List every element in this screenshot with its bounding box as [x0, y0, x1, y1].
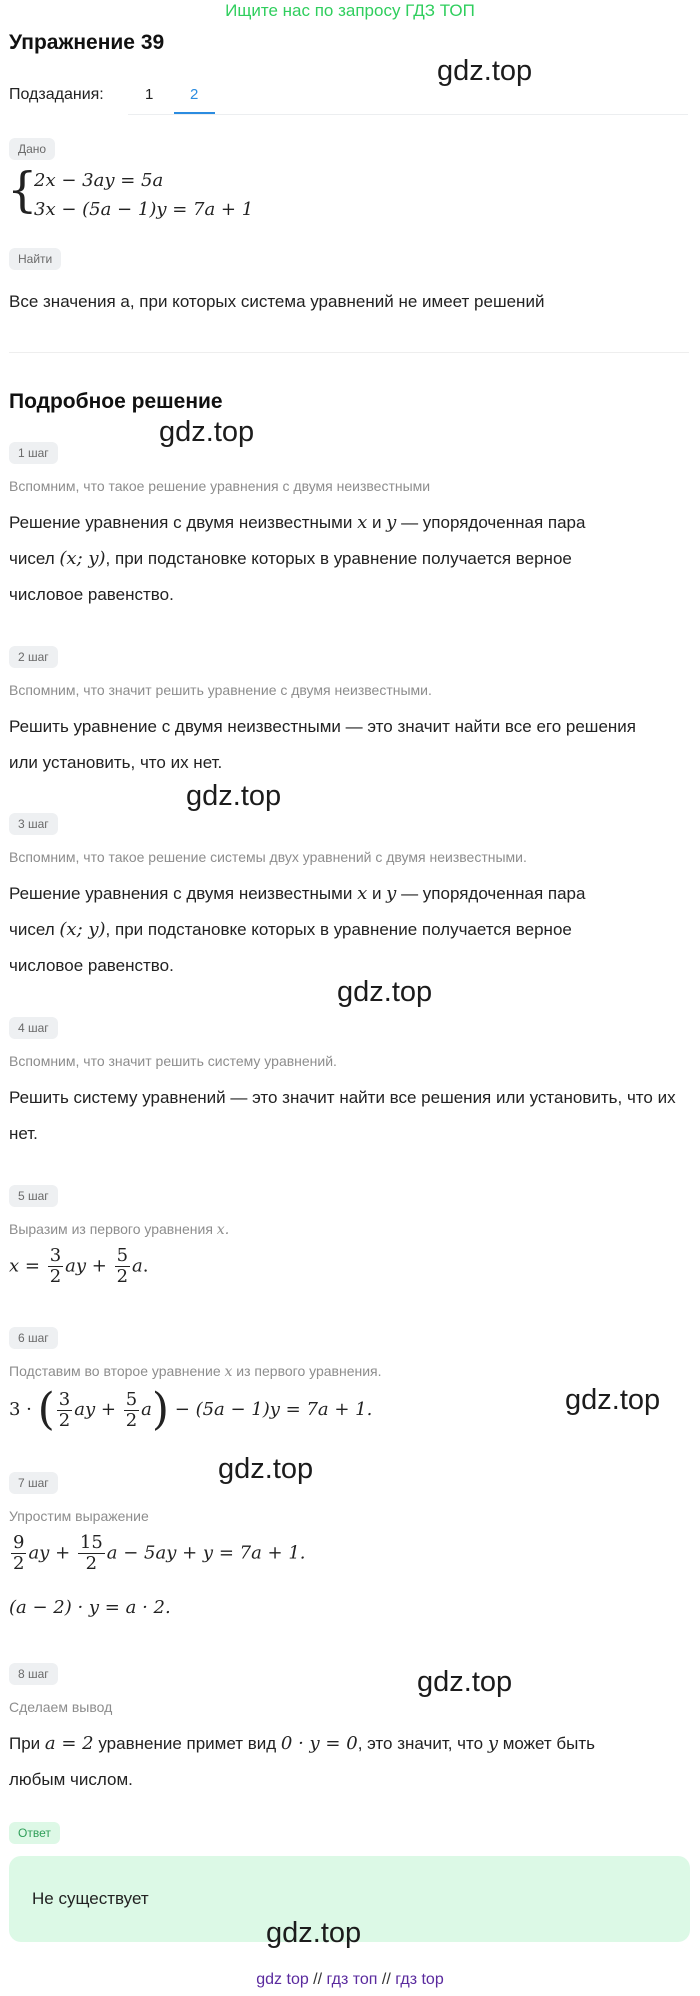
watermark: gdz.top — [437, 55, 533, 87]
given-equation-2: 3x − (5a − 1)y = 7a + 1 — [34, 199, 254, 220]
step-8-label: 8 шаг — [9, 1665, 58, 1683]
footer-links: gdz top // гдз топ // гдз top — [256, 1971, 444, 1988]
step-5-formula: x = $\frac{3}{2}$ ay + $\frac{5}{2}$ a. — [9, 1245, 149, 1287]
given-label: Дано — [9, 140, 55, 158]
step-8-hint: Сделаем вывод — [9, 1699, 113, 1715]
step-5-label: 5 шаг — [9, 1187, 58, 1205]
step-2-hint: Вспомним, что значит решить уравнение с двумя неизвестными. — [9, 682, 432, 698]
subtask-tab-1[interactable]: 1 — [145, 86, 154, 103]
system-brace-icon: { — [7, 162, 38, 218]
step-3-label: 3 шаг — [9, 815, 58, 833]
find-text: Все значения a, при которых система уравнений не имеет решений — [9, 292, 545, 311]
step-5-hint: Выразим из первого уравнения x. — [9, 1221, 230, 1238]
answer-label: Ответ — [9, 1824, 60, 1842]
watermark: gdz.top — [186, 780, 282, 812]
step-6-hint: Подставим во второе уравнение x из первого уравнения. — [9, 1363, 382, 1380]
subtask-tab-2[interactable]: 2 — [190, 86, 199, 103]
step-2-label: 2 шаг — [9, 648, 58, 666]
watermark: gdz.top — [337, 976, 433, 1008]
step-1-label: 1 шаг — [9, 444, 58, 462]
step-1-text: Решение уравнения с двумя неизвестными x и y — упорядоченная пара чисел (x; y), при подстановке которых в уравнение получается верное числовое равенство. — [9, 512, 586, 604]
step-7-formula-2: (a − 2) · y = a · 2. — [9, 1597, 171, 1618]
subtasks-label: Подзадания: — [9, 86, 104, 103]
find-label: Найти — [9, 250, 61, 268]
step-3-text: Решение уравнения с двумя неизвестными x и y — упорядоченная пара чисел (x; y), при подстановке которых в уравнение получается верное числовое равенство. — [9, 883, 586, 975]
step-4-label: 4 шаг — [9, 1019, 58, 1037]
solution-title: Подробное решение — [9, 390, 223, 413]
exercise-title: Упражнение 39 — [9, 31, 165, 54]
footer-link-gdz-top-mixed[interactable]: гдз top — [395, 1971, 444, 1988]
active-tab-indicator — [174, 112, 215, 114]
step-2-text: Решить уравнение с двумя неизвестными — это значит найти все его решения или установить, что их нет. — [9, 717, 636, 772]
step-3-hint: Вспомним, что такое решение системы двух уравнений с двумя неизвестными. — [9, 849, 527, 865]
watermark: gdz.top — [565, 1384, 661, 1416]
given-equation-1: 2x − 3ay = 5a — [34, 170, 164, 191]
watermark: gdz.top — [266, 1917, 362, 1949]
footer-link-gdz-top-ru[interactable]: гдз топ — [326, 1971, 378, 1988]
footer-link-gdz-top[interactable]: gdz top — [256, 1971, 309, 1988]
tabs-divider — [128, 114, 688, 115]
step-4-hint: Вспомним, что значит решить систему уравнений. — [9, 1053, 337, 1069]
step-1-hint: Вспомним, что такое решение уравнения с двумя неизвестными — [9, 478, 431, 494]
watermark: gdz.top — [159, 416, 255, 448]
answer-text: Не существует — [32, 1889, 149, 1908]
step-6-formula: 3 · ( $\frac{3}{2}$ ay + $\frac{5}{2}$ a) − (5a − 1)y = 7a + 1. — [9, 1384, 373, 1435]
step-7-formula-1: $\frac{9}{2}$ ay + $\frac{15}{2}$ a − 5ay + y = 7a + 1. — [13, 1532, 306, 1574]
step-7-hint: Упростим выражение — [9, 1508, 149, 1524]
step-8-text: При a = 2 уравнение примет вид 0 · y = 0, это значит, что y может быть любым числом. — [9, 1733, 596, 1789]
top-banner[interactable]: Ищите нас по запросу ГДЗ ТОП — [225, 1, 475, 20]
section-divider — [9, 352, 689, 353]
step-7-label: 7 шаг — [9, 1474, 58, 1492]
watermark: gdz.top — [218, 1453, 314, 1485]
step-4-text: Решить систему уравнений — это значит найти все решения или установить, что их нет. — [9, 1088, 676, 1143]
watermark: gdz.top — [417, 1666, 513, 1698]
step-6-label: 6 шаг — [9, 1329, 58, 1347]
